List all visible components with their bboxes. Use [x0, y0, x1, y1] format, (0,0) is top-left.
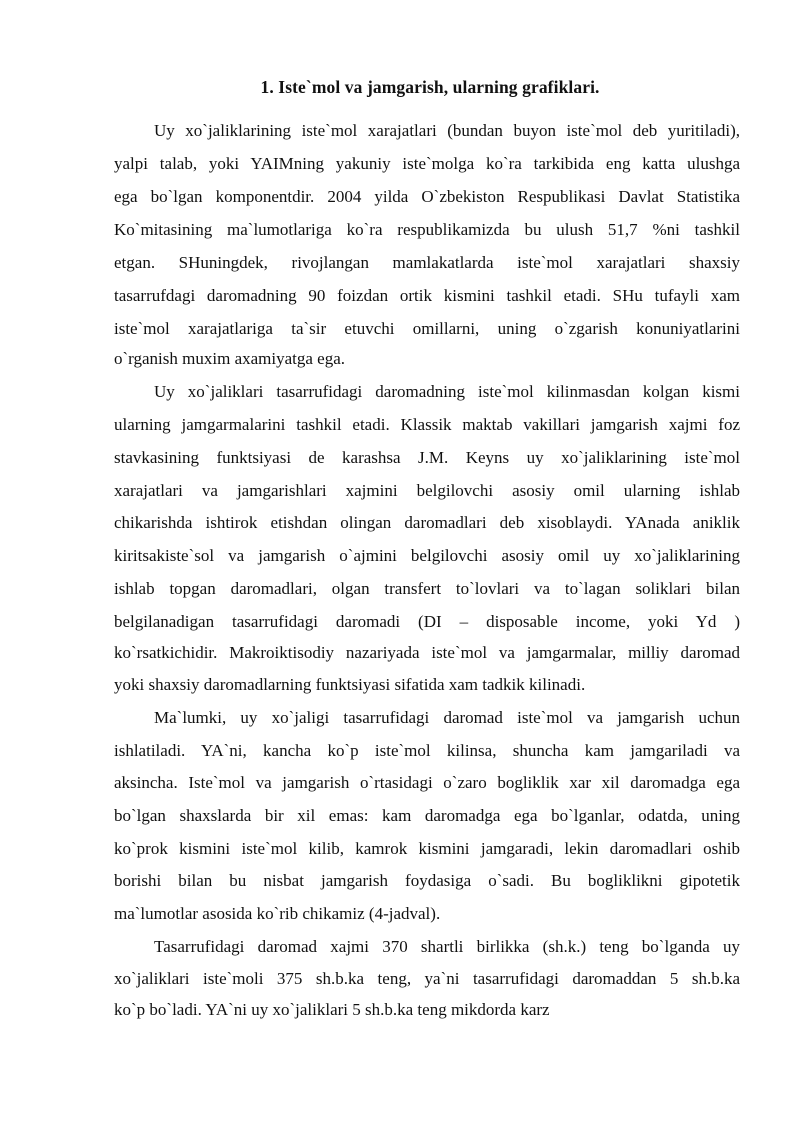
paragraph-line: yalpi talab, yoki YAIMning yakuniy iste`molga ko`ra tarkibida eng katta ulushga	[114, 154, 740, 173]
paragraph-line: ko`prok kismini iste`mol kilib, kamrok kismini jamgaradi, lekin daromadlari oshib	[114, 839, 740, 858]
paragraph-line: ega bo`lgan komponentdir. 2004 yilda O`zbekiston Respublikasi Davlat Statistika	[114, 187, 740, 206]
paragraph-line: xarajatlari va jamgarishlari xajmini belgilovchi asosiy omil ularning ishlab	[114, 481, 740, 500]
paragraph-line: tasarrufdagi daromadning 90 foizdan ortik kismini tashkil etadi. SHu tufayli xam	[114, 286, 740, 305]
paragraph-line: Tasarrufidagi daromad xajmi 370 shartli birlikka (sh.k.) teng bo`lganda uy	[154, 937, 740, 956]
paragraph-line: ko`rsatkichidir. Makroiktisodiy nazariyada iste`mol va jamgarmalar, milliy daromad	[114, 643, 740, 662]
paragraph-line: borishi bilan bu nisbat jamgarish foydasiga o`sadi. Bu bogliklikni gipotetik	[114, 871, 740, 890]
paragraph-line: ko`p bo`ladi. YA`ni uy xo`jaliklari 5 sh.b.ka teng mikdorda karz	[114, 1000, 550, 1019]
paragraph-line: etgan. SHuningdek, rivojlangan mamlakatlarda iste`mol xarajatlari shaxsiy	[114, 253, 740, 272]
paragraph-line: o`rganish muxim axamiyatga ega.	[114, 349, 346, 368]
paragraph-line: ularning jamgarmalarini tashkil etadi. Klassik maktab vakillari jamgarish xajmi foz	[114, 415, 740, 434]
paragraph-line: Ma`lumki, uy xo`jaligi tasarrufidagi daromad iste`mol va jamgarish uchun	[154, 708, 740, 727]
paragraph-line: ishlatiladi. YA`ni, kancha ko`p iste`mol kilinsa, shuncha kam jamgariladi va	[114, 741, 740, 760]
paragraph-line: ishlab topgan daromadlari, olgan transfert to`lovlari va to`lagan soliklari bilan	[114, 579, 740, 598]
paragraph-line: aksincha. Iste`mol va jamgarish o`rtasidagi o`zaro bogliklik xar xil daromadga ega	[114, 773, 740, 792]
paragraph-line: belgilanadigan tasarrufidagi daromadi (DI – disposable income, yoki Yd )	[114, 612, 740, 631]
paragraph-line: Uy xo`jaliklarining iste`mol xarajatlari (bundan buyon iste`mol deb yuritiladi),	[154, 121, 740, 140]
paragraph-line: stavkasining funktsiyasi de karashsa J.M. Keyns uy xo`jaliklarining iste`mol	[114, 448, 740, 467]
paragraph-line: Ko`mitasining ma`lumotlariga ko`ra respublikamizda bu ulush 51,7 %ni tashkil	[114, 220, 740, 239]
paragraph-line: yoki shaxsiy daromadlarning funktsiyasi sifatida xam tadkik kilinadi.	[114, 675, 586, 694]
paragraph-line: kiritsakiste`sol va jamgarish o`ajmini belgilovchi asosiy omil uy xo`jaliklarining	[114, 546, 740, 565]
paragraph-line: bo`lgan shaxslarda bir xil emas: kam daromadga ega bo`lganlar, odatda, uning	[114, 806, 740, 825]
paragraph-line: chikarishda ishtirok etishdan olingan daromadlari deb xisoblaydi. YAnada aniklik	[114, 513, 740, 532]
section-heading: 1. Iste`mol va jamgarish, ularning grafiklari.	[260, 77, 600, 97]
paragraph-line: ma`lumotlar asosida ko`rib chikamiz (4-jadval).	[114, 904, 441, 923]
paragraph-line: iste`mol xarajatlariga ta`sir etuvchi omillarni, uning o`zgarish konuniyatlarini	[114, 319, 740, 338]
paragraph-line: Uy xo`jaliklari tasarrufidagi daromadning iste`mol kilinmasdan kolgan kismi	[154, 382, 740, 401]
paragraph-line: xo`jaliklari iste`moli 375 sh.b.ka teng, ya`ni tasarrufidagi daromaddan 5 sh.b.ka	[114, 969, 740, 988]
